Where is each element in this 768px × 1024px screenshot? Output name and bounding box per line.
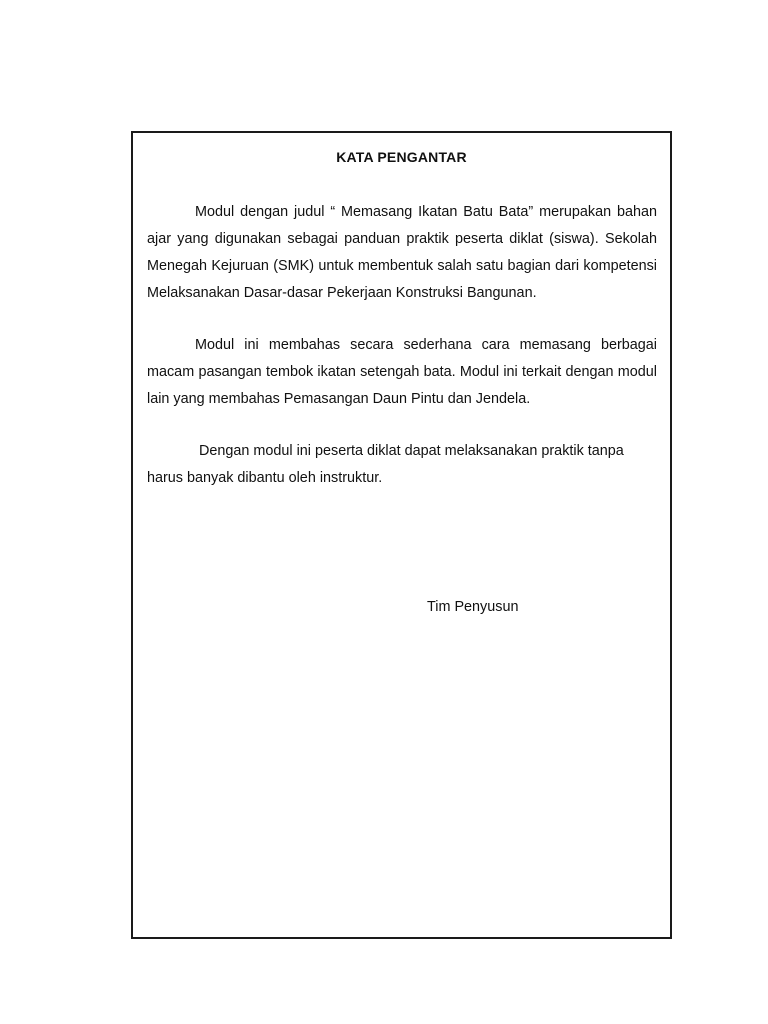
paragraph-intro: Modul dengan judul “ Memasang Ikatan Batu Bata” merupakan bahan ajar yang digunakan sebagai panduan praktik peserta diklat (siswa). Sekolah Menegah Kejuruan (SMK) untuk membentuk salah satu bagian dari kompetensi Melaksanakan Dasar-dasar Pekerjaan Konstruksi Bangunan. [147, 204, 657, 301]
page-frame [131, 131, 672, 939]
paragraph-scope: Modul ini membahas secara sederhana cara memasang berbagai macam pasangan tembok ikatan setengah bata. Modul ini terkait dengan modul lain yang membahas Pemasangan Daun Pintu dan Jendela. [147, 337, 657, 407]
signature: Tim Penyusun [427, 599, 519, 615]
document-body [147, 199, 657, 517]
paragraph-purpose: Dengan modul ini peserta diklat dapat melaksanakan praktik tanpa harus banyak dibantu oleh instruktur. [147, 443, 624, 486]
document-title: KATA PENGANTAR [336, 149, 467, 165]
